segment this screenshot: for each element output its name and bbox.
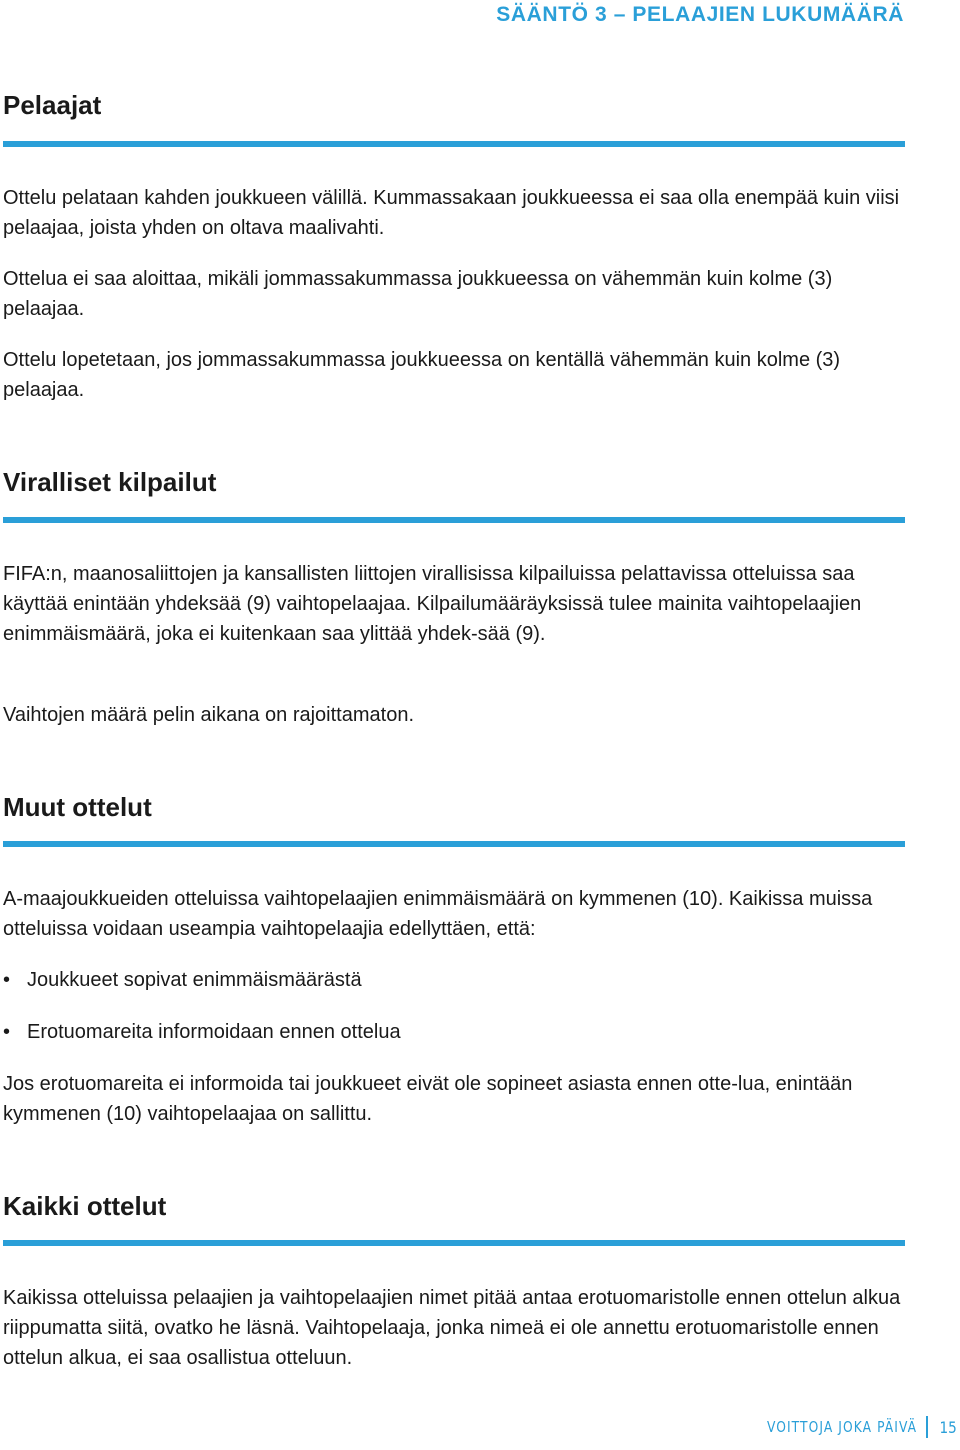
footer-separator — [926, 1416, 928, 1438]
paragraph: Vaihtojen määrä pelin aikana on rajoittamaton. — [3, 704, 414, 726]
paragraph: Ottelu lopetetaan, jos jommassakummassa joukkueessa on kentällä vähemmän kuin kolme (3) pelaajaa. — [3, 349, 841, 401]
paragraph: Jos erotuomareita ei informoida tai joukkueet eivät ole sopineet asiasta ennen otte-lua, enintään kymmenen (10) vaihtopelaajaa on sallittu. — [3, 1073, 853, 1125]
section-pelaajat — [3, 90, 905, 401]
list-item-text: Joukkueet sopivat enimmäismäärästä — [27, 969, 362, 991]
page-number: 15 — [939, 1417, 957, 1437]
running-header-title: SÄÄNTÖ 3 – PELAAJIEN LUKUMÄÄRÄ — [496, 3, 904, 26]
bullet-icon: • — [3, 1021, 11, 1043]
bullet-icon: • — [3, 969, 11, 991]
section-heading: Pelaajat — [3, 90, 102, 120]
list-item — [3, 965, 362, 995]
paragraph: FIFA:n, maanosaliittojen ja kansallisten liittojen virallisissa kilpailuissa pelattavissa otteluissa saa käyttää enintään yhdeksää (9) vaihtopelaajaa. Kilpailumääräyksissä tulee mainita vaihtopelaajien enimmäismäärä, joka ei kuitenkaan saa ylittää yhdek-sää (9). — [3, 563, 862, 645]
section-divider — [3, 841, 905, 847]
paragraph: Kaikissa otteluissa pelaajien ja vaihtopelaajien nimet pitää antaa erotuomaristolle ennen ottelun alkua riippumatta siitä, ovatko he läsnä. Vaihtopelaaja, jonka nimeä ei ole annettu erotuomaristolle ennen ottelun alkua, ei saa osallistua otteluun. — [3, 1287, 901, 1369]
paragraph: Ottelua ei saa aloittaa, mikäli jommassakummassa joukkueessa on vähemmän kuin kolme (3) pelaajaa. — [3, 268, 833, 320]
paragraph: A-maajoukkueiden otteluissa vaihtopelaajien enimmäismäärä on kymmenen (10). Kaikissa muissa otteluissa voidaan useampia vaihtopelaajia edellyttäen, että: — [3, 888, 873, 940]
section-divider — [3, 1240, 905, 1246]
list-item-text: Erotuomareita informoidaan ennen ottelua — [27, 1021, 401, 1043]
footer-tagline: VOITTOJA JOKA PÄIVÄ — [767, 1418, 918, 1436]
section-viralliset-kilpailut — [3, 467, 905, 726]
section-heading: Kaikki ottelut — [3, 1191, 167, 1221]
list-item — [3, 1017, 401, 1047]
section-divider — [3, 141, 905, 147]
page-footer — [734, 1414, 958, 1440]
section-heading: Muut ottelut — [3, 792, 152, 822]
paragraph: Ottelu pelataan kahden joukkueen välillä. Kummassakaan joukkueessa ei saa olla enempää kuin viisi pelaajaa, joista yhden on oltava maalivahti. — [3, 187, 900, 239]
section-muut-ottelut — [3, 792, 905, 1125]
section-heading: Viralliset kilpailut — [3, 467, 217, 497]
section-kaikki-ottelut — [3, 1191, 905, 1369]
section-divider — [3, 517, 905, 523]
